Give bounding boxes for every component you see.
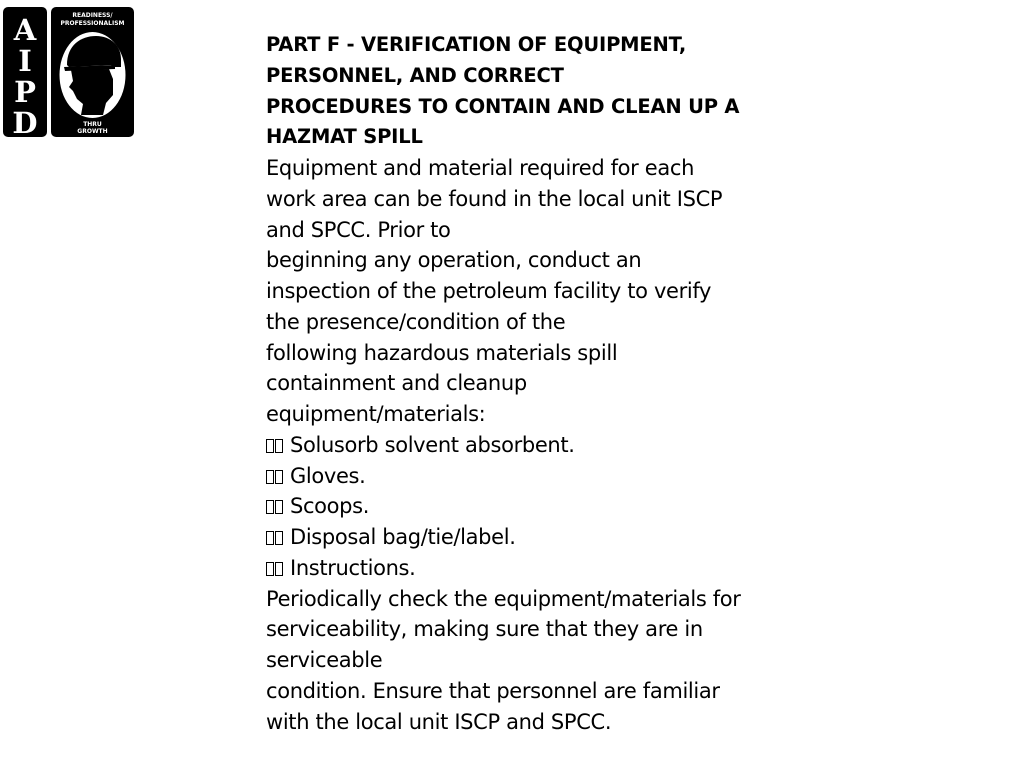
list-item-label: Gloves. (290, 463, 366, 488)
paragraph-line: serviceability, making sure that they are in (266, 617, 703, 642)
paragraph-line: equipment/materials: (266, 402, 486, 426)
heading-line: PROCEDURES TO CONTAIN AND CLEAN UP A (266, 94, 740, 118)
missing-glyph-bullet-icon (266, 430, 290, 461)
list-item (266, 430, 766, 461)
list-item-label: Scoops. (290, 494, 370, 519)
paragraph-line: condition. Ensure that personnel are familiar (266, 678, 720, 703)
list-item-label: Instructions. (290, 555, 416, 580)
missing-glyph-bullet-icon (266, 553, 290, 584)
paragraph-line: the presence/condition of the (266, 309, 566, 334)
logo-top-text-1: READINESS/ (72, 12, 113, 19)
list-item (266, 491, 766, 522)
paragraph-line: Equipment and material required for each (266, 156, 695, 180)
missing-glyph-bullet-icon (266, 491, 290, 522)
missing-glyph-bullet-icon (266, 461, 290, 492)
aipd-logo-graphic (3, 7, 134, 137)
heading-line: PART F - VERIFICATION OF EQUIPMENT, (266, 33, 687, 56)
paragraph-line: containment and cleanup (266, 371, 527, 396)
logo-top-text-2: PROFESSIONALISM (60, 20, 125, 27)
paragraph-line: serviceable (266, 648, 383, 672)
heading-line: PERSONNEL, AND CORRECT (266, 63, 564, 87)
paragraph-line: work area can be found in the local unit ISCP (266, 186, 723, 211)
closing-paragraph (266, 584, 766, 738)
list-item (266, 461, 766, 492)
paragraph-line: Periodically check the equipment/materials for (266, 586, 741, 611)
paragraph-line: inspection of the petroleum facility to verify (266, 279, 712, 303)
section-heading (266, 30, 766, 153)
logo-letter-i: I (18, 44, 32, 78)
list-item-label: Solusorb solvent absorbent. (290, 432, 575, 457)
aipd-logo (3, 7, 134, 137)
paragraph-line: with the local unit ISCP and SPCC. (266, 709, 612, 734)
paragraph-line: beginning any operation, conduct an (266, 248, 642, 273)
equipment-list (266, 430, 766, 584)
missing-glyph-bullet-icon (266, 522, 290, 553)
logo-bottom-text-2: GROWTH (77, 128, 108, 135)
logo-letter-d: D (12, 106, 38, 137)
list-item-label: Disposal bag/tie/label. (290, 525, 516, 549)
list-item (266, 522, 766, 553)
list-item (266, 553, 766, 584)
logo-bottom-text-1: THRU (83, 121, 102, 128)
intro-paragraph (266, 153, 766, 430)
paragraph-line: and SPCC. Prior to (266, 217, 451, 242)
paragraph-line: following hazardous materials spill (266, 340, 618, 365)
heading-line: HAZMAT SPILL (266, 125, 423, 149)
document-body (266, 30, 766, 737)
logo-letter-a: A (13, 13, 37, 47)
logo-letter-p: P (14, 75, 36, 109)
